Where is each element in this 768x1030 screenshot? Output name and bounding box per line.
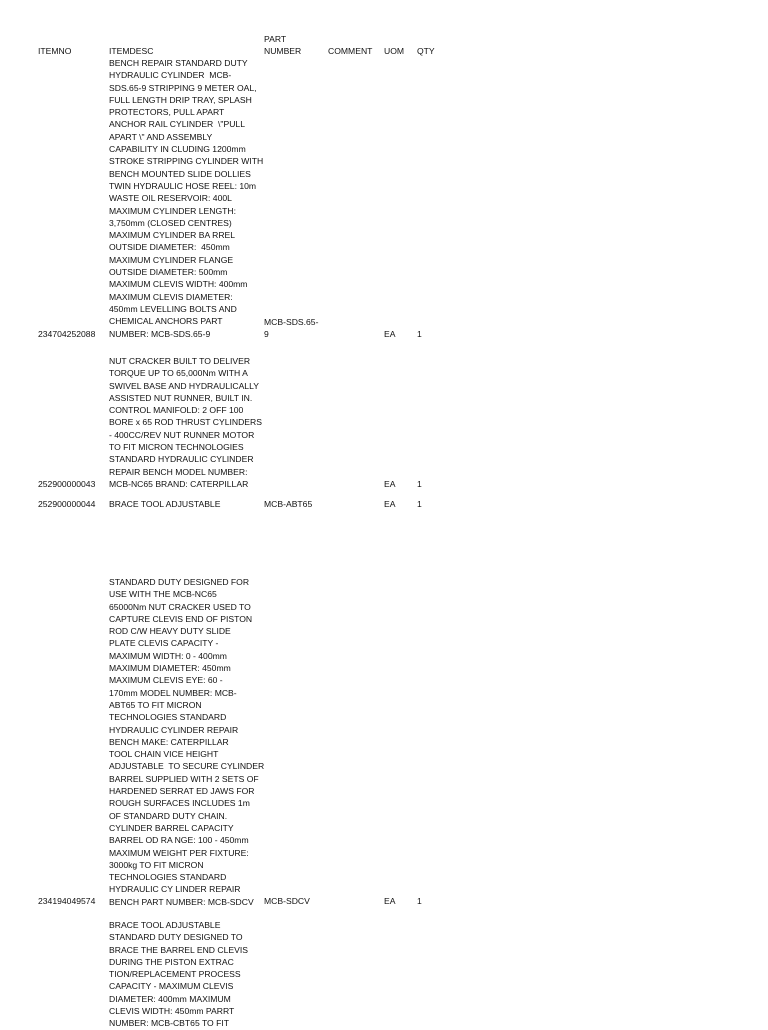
row-4-itemno: 234194049574 (38, 896, 96, 906)
row-3-qty: 1 (417, 499, 422, 509)
row-3-itemno: 252900000044 (38, 499, 96, 509)
row-2-qty: 1 (417, 479, 422, 489)
row-4-uom: EA (384, 896, 396, 906)
row-2-uom: EA (384, 479, 396, 489)
row-1-uom: EA (384, 329, 396, 339)
header-uom: UOM (384, 46, 405, 56)
row-4-desc: STANDARD DUTY DESIGNED FOR USE WITH THE MCB-NC65 65000Nm NUT CRACKER USED TO CAPTURE CLEVIS END OF PISTON ROD C/W HEAVY DUTY SLIDE PLATE CLEVIS CAPACITY - MAXIMUM WIDTH: 0 - 400mm MAXIMUM DIAMETER: 450mm MAXIMUM CLEVIS EYE: 60 - 170mm MODEL NUMBER: MCB- ABT65 TO FIT MICRON TECHNOLOGIES STANDARD HYDRAULIC CYLINDER REPAIR BENCH MAKE: CATERPILLAR TOOL CHAIN VICE HEIGHT ADJUSTABLE TO SECURE CYLINDER BARREL SUPPLIED WITH 2 SETS OF HARDENED SERRAT ED JAWS FOR ROUGH SURFACES INCLUDES 1m OF STANDARD DUTY CHAIN. CYLINDER BARREL CAPACITY BARREL OD RA NGE: 100 - 450mm MAXIMUM WEIGHT PER FIXTURE: 3000kg TO FIT MICRON TECHNOLOGIES STANDARD HYDRAULIC CY LINDER REPAIR BENCH PART NUMBER: MCB-SDCV (109, 577, 265, 907)
header-itemno: ITEMNO (38, 46, 72, 56)
row-4-qty: 1 (417, 896, 422, 906)
row-2-desc: NUT CRACKER BUILT TO DELIVER TORQUE UP TO 65,000Nm WITH A SWIVEL BASE AND HYDRAULICALLY ASSISTED NUT RUNNER, BUILT IN. CONTROL MANIFOLD: 2 OFF 100 BORE x 65 ROD THRUST CYLINDERS - 400CC/REV NUT RUNNER MOTOR TO FIT MICRON TECHNOLOGIES STANDARD HYDRAULIC CYLINDER REPAIR BENCH MODEL NUMBER: MCB-NC65 BRAND: CATERPILLAR (109, 356, 262, 489)
row-5-desc: BRACE TOOL ADJUSTABLE STANDARD DUTY DESIGNED TO BRACE THE BARREL END CLEVIS DURING THE PISTON EXTRAC TION/REPLACEMENT PROCESS CAPACITY - MAXIMUM CLEVIS DIAMETER: 400mm MAXIMUM CLEVIS WIDTH: 450mm PARRT NUMBER: MCB-CBT65 TO FIT (109, 920, 248, 1029)
row-1-itemno: 234704252088 (38, 329, 96, 339)
row-1-desc: BENCH REPAIR STANDARD DUTY HYDRAULIC CYLINDER MCB- SDS.65-9 STRIPPING 9 METER OAL, FULL LENGTH DRIP TRAY, SPLASH PROTECTORS, PULL APART ANCHOR RAIL CYLINDER \"PULL APART \" AND ASSEMBLY CAPABILITY IN CLUDING 1200mm STROKE STRIPPING CYLINDER WITH BENCH MOUNTED SLIDE DOLLIES TWIN HYDRAULIC HOSE REEL: 10m WASTE OIL RESERVOIR: 400L MAXIMUM CYLINDER LENGTH: 3,750mm (CLOSED CENTRES) MAXIMUM CYLINDER BA RREL OUTSIDE DIAMETER: 450mm MAXIMUM CYLINDER FLANGE OUTSIDE DIAMETER: 500mm MAXIMUM CLEVIS WIDTH: 400mm MAXIMUM CLEVIS DIAMETER: 450mm LEVELLING BOLTS AND CHEMICAL ANCHORS PART NUMBER: MCB-SDS.65-9 (109, 58, 264, 339)
row-3-part: MCB-ABT65 (264, 499, 313, 509)
row-3-uom: EA (384, 499, 396, 509)
header-qty: QTY (417, 46, 435, 56)
row-2-itemno: 252900000043 (38, 479, 96, 489)
header-part-number: PART NUMBER (264, 34, 302, 57)
row-1-part: MCB-SDS.65- 9 (264, 317, 319, 340)
header-comment: COMMENT (328, 46, 373, 56)
row-1-qty: 1 (417, 329, 422, 339)
header-itemdesc: ITEMDESC (109, 46, 154, 56)
row-4-part: MCB-SDCV (264, 896, 310, 906)
row-3-desc: BRACE TOOL ADJUSTABLE (109, 499, 221, 509)
